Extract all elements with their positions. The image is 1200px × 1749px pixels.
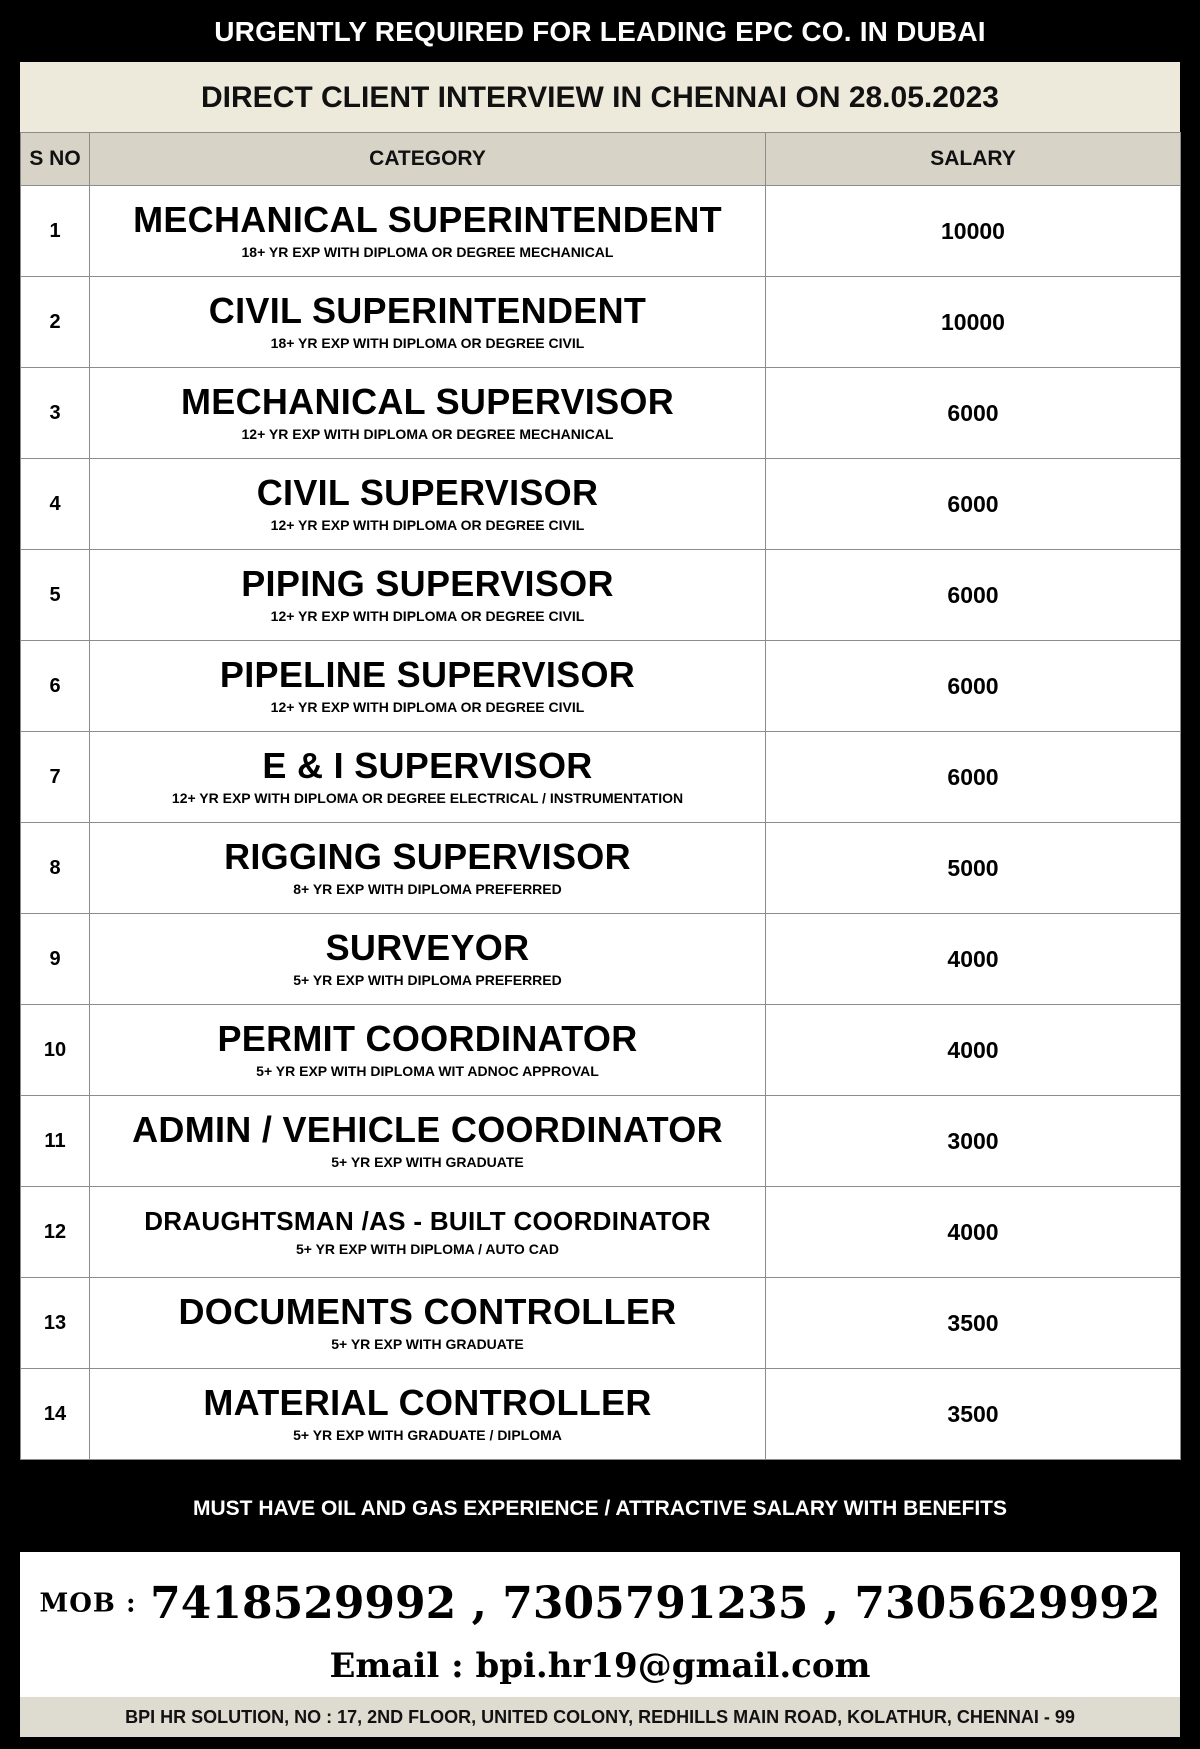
category-requirement: 5+ YR EXP WITH DIPLOMA / AUTO CAD [295,1241,560,1257]
row-category [90,368,766,459]
row-salary: 3000 [766,1096,1181,1187]
table-row [21,641,1181,732]
category-requirement: 5+ YR EXP WITH GRADUATE [331,1336,524,1352]
category-requirement: 5+ YR EXP WITH DIPLOMA PREFERRED [293,972,562,988]
row-category [90,1187,766,1278]
row-sno: 4 [21,459,90,550]
category-title: CIVIL SUPERVISOR [256,472,599,513]
company-address: BPI HR SOLUTION, NO : 17, 2ND FLOOR, UNITED COLONY, REDHILLS MAIN ROAD, KOLATHUR, CHENNAI - 99 [20,1697,1180,1737]
interview-banner: DIRECT CLIENT INTERVIEW IN CHENNAI ON 28.05.2023 [20,62,1180,132]
table-row [21,914,1181,1005]
row-category [90,459,766,550]
table-row [21,1369,1181,1460]
mobile-numbers: 7418529992 , 7305791235 , 7305629992 [150,1578,1161,1629]
category-requirement: 12+ YR EXP WITH DIPLOMA OR DEGREE CIVIL [270,699,585,715]
row-salary: 6000 [766,459,1181,550]
row-salary: 4000 [766,1187,1181,1278]
table-row [21,368,1181,459]
category-requirement: 5+ YR EXP WITH DIPLOMA WIT ADNOC APPROVAL [256,1063,599,1079]
category-title: PIPING SUPERVISOR [241,563,614,604]
row-salary: 5000 [766,823,1181,914]
row-sno: 12 [21,1187,90,1278]
category-requirement: 12+ YR EXP WITH DIPLOMA OR DEGREE MECHANICAL [241,426,614,442]
row-category [90,1278,766,1369]
row-salary: 6000 [766,368,1181,459]
category-requirement: 12+ YR EXP WITH DIPLOMA OR DEGREE CIVIL [270,608,585,624]
column-header-category: CATEGORY [90,133,766,186]
row-sno: 3 [21,368,90,459]
row-sno: 1 [21,186,90,277]
row-salary: 10000 [766,186,1181,277]
row-salary: 4000 [766,1005,1181,1096]
category-title: RIGGING SUPERVISOR [224,836,631,877]
row-sno: 10 [21,1005,90,1096]
mobile-line [20,1578,1180,1629]
row-salary: 6000 [766,732,1181,823]
table-row [21,186,1181,277]
row-salary: 6000 [766,550,1181,641]
row-category [90,1369,766,1460]
category-title: E & I SUPERVISOR [262,745,593,786]
row-sno: 6 [21,641,90,732]
row-sno: 11 [21,1096,90,1187]
category-title: MECHANICAL SUPERVISOR [180,381,675,422]
job-rows [21,186,1181,1460]
category-title: DRAUGHTSMAN /AS - BUILT COORDINATOR [144,1206,711,1236]
row-category [90,1005,766,1096]
row-category [90,550,766,641]
category-requirement: 8+ YR EXP WITH DIPLOMA PREFERRED [293,881,562,897]
row-sno: 13 [21,1278,90,1369]
requirement-note: MUST HAVE OIL AND GAS EXPERIENCE / ATTRACTIVE SALARY WITH BENEFITS [193,1497,1007,1520]
table-row [21,823,1181,914]
row-sno: 7 [21,732,90,823]
row-category [90,1096,766,1187]
row-sno: 5 [21,550,90,641]
category-title: PIPELINE SUPERVISOR [219,654,636,695]
row-salary: 3500 [766,1278,1181,1369]
row-salary: 6000 [766,641,1181,732]
row-category [90,914,766,1005]
table-row [21,459,1181,550]
row-category [90,732,766,823]
column-header-sno: S NO [21,133,90,186]
table-row [21,277,1181,368]
category-requirement: 12+ YR EXP WITH DIPLOMA OR DEGREE CIVIL [270,517,585,533]
row-sno: 2 [21,277,90,368]
row-category [90,823,766,914]
poster-title: URGENTLY REQUIRED FOR LEADING EPC CO. IN DUBAI [214,16,986,47]
mobile-label: MOB : [39,1588,137,1619]
job-table [20,132,1181,1460]
category-title: SURVEYOR [325,927,530,968]
table-row [21,550,1181,641]
category-title: CIVIL SUPERINTENDENT [208,290,647,331]
category-title: MATERIAL CONTROLLER [203,1382,652,1423]
row-salary: 4000 [766,914,1181,1005]
row-category [90,186,766,277]
table-header-row [21,133,1181,186]
table-row [21,1278,1181,1369]
table-row [21,1096,1181,1187]
category-title: ADMIN / VEHICLE COORDINATOR [132,1109,723,1150]
category-requirement: 18+ YR EXP WITH DIPLOMA OR DEGREE CIVIL [270,335,585,351]
table-row [21,732,1181,823]
table-row [21,1187,1181,1278]
category-requirement: 12+ YR EXP WITH DIPLOMA OR DEGREE ELECTRICAL / INSTRUMENTATION [171,790,684,806]
contact-box [20,1552,1180,1697]
row-sno: 8 [21,823,90,914]
row-sno: 14 [21,1369,90,1460]
row-category [90,277,766,368]
category-requirement: 5+ YR EXP WITH GRADUATE [331,1154,524,1170]
category-requirement: 18+ YR EXP WITH DIPLOMA OR DEGREE MECHANICAL [241,244,614,260]
email-line: Email : bpi.hr19@gmail.com [329,1646,871,1686]
row-sno: 9 [21,914,90,1005]
row-salary: 3500 [766,1369,1181,1460]
category-title: DOCUMENTS CONTROLLER [178,1291,677,1332]
column-header-salary: SALARY [766,133,1181,186]
table-row [21,1005,1181,1096]
category-title: PERMIT COORDINATOR [217,1018,638,1059]
row-salary: 10000 [766,277,1181,368]
row-category [90,641,766,732]
category-title: MECHANICAL SUPERINTENDENT [133,199,722,240]
category-requirement: 5+ YR EXP WITH GRADUATE / DIPLOMA [293,1427,562,1443]
